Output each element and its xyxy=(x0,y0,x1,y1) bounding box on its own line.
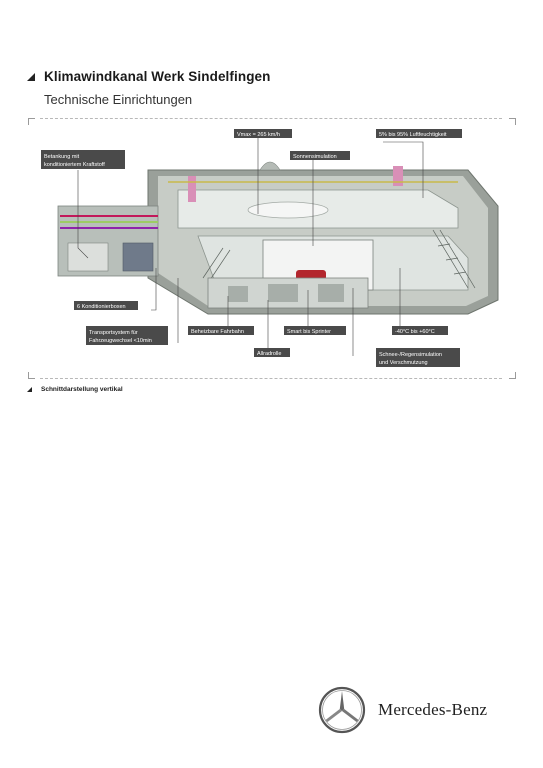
label-transport-line1: Transportsystem für xyxy=(89,330,138,336)
brand-name: Mercedes-Benz xyxy=(378,700,488,719)
label-kondbox xyxy=(74,301,138,310)
label-fahrbahn xyxy=(188,326,254,335)
wind-tunnel-cross-section-diagram xyxy=(28,118,516,380)
triangle-bullet-icon xyxy=(27,387,32,392)
label-schnee xyxy=(376,348,460,367)
page-subtitle: Technische Einrichtungen xyxy=(44,92,193,107)
label-transport-line2: Fahrzeugwechsel <10min xyxy=(89,338,152,344)
label-kondbox-text: 6 Konditionierboxen xyxy=(77,304,126,310)
label-betankung-line1: Betankung mit xyxy=(44,154,80,160)
label-feucht xyxy=(376,129,462,138)
label-smart-text: Smart bis Sprinter xyxy=(287,329,332,335)
label-temp xyxy=(392,326,448,335)
label-vmax xyxy=(234,129,292,138)
label-allrad xyxy=(254,348,290,357)
label-schnee-line1: Schnee-/Regensimulation xyxy=(379,352,442,358)
title-row xyxy=(27,69,271,84)
label-betankung xyxy=(41,150,125,169)
label-feucht-text: 5% bis 95% Luftfeuchtigkeit xyxy=(379,132,447,138)
building-cutaway xyxy=(58,162,498,314)
triangle-bullet-icon xyxy=(27,73,35,81)
three-pointed-star-icon xyxy=(318,686,366,734)
label-smart xyxy=(284,326,346,335)
label-betankung-line2: konditioniertem Kraftstoff xyxy=(44,162,105,168)
figure-caption: Schnittdarstellung vertikal xyxy=(41,386,123,393)
label-fahrbahn-text: Beheizbare Fahrbahn xyxy=(191,329,244,335)
label-temp-text: -40°C bis +60°C xyxy=(395,329,435,335)
caption-row xyxy=(27,386,123,393)
page-title: Klimawindkanal Werk Sindelfingen xyxy=(44,69,271,84)
label-sonnen-text: Sonnensimulation xyxy=(293,154,337,160)
label-sonnen xyxy=(290,151,350,160)
label-vmax-text: Vmax = 265 km/h xyxy=(237,132,280,138)
brand-logo xyxy=(318,686,487,734)
label-transport xyxy=(86,326,168,345)
label-allrad-text: Allradrolle xyxy=(257,351,282,357)
label-schnee-line2: und Verschmutzung xyxy=(379,360,428,366)
